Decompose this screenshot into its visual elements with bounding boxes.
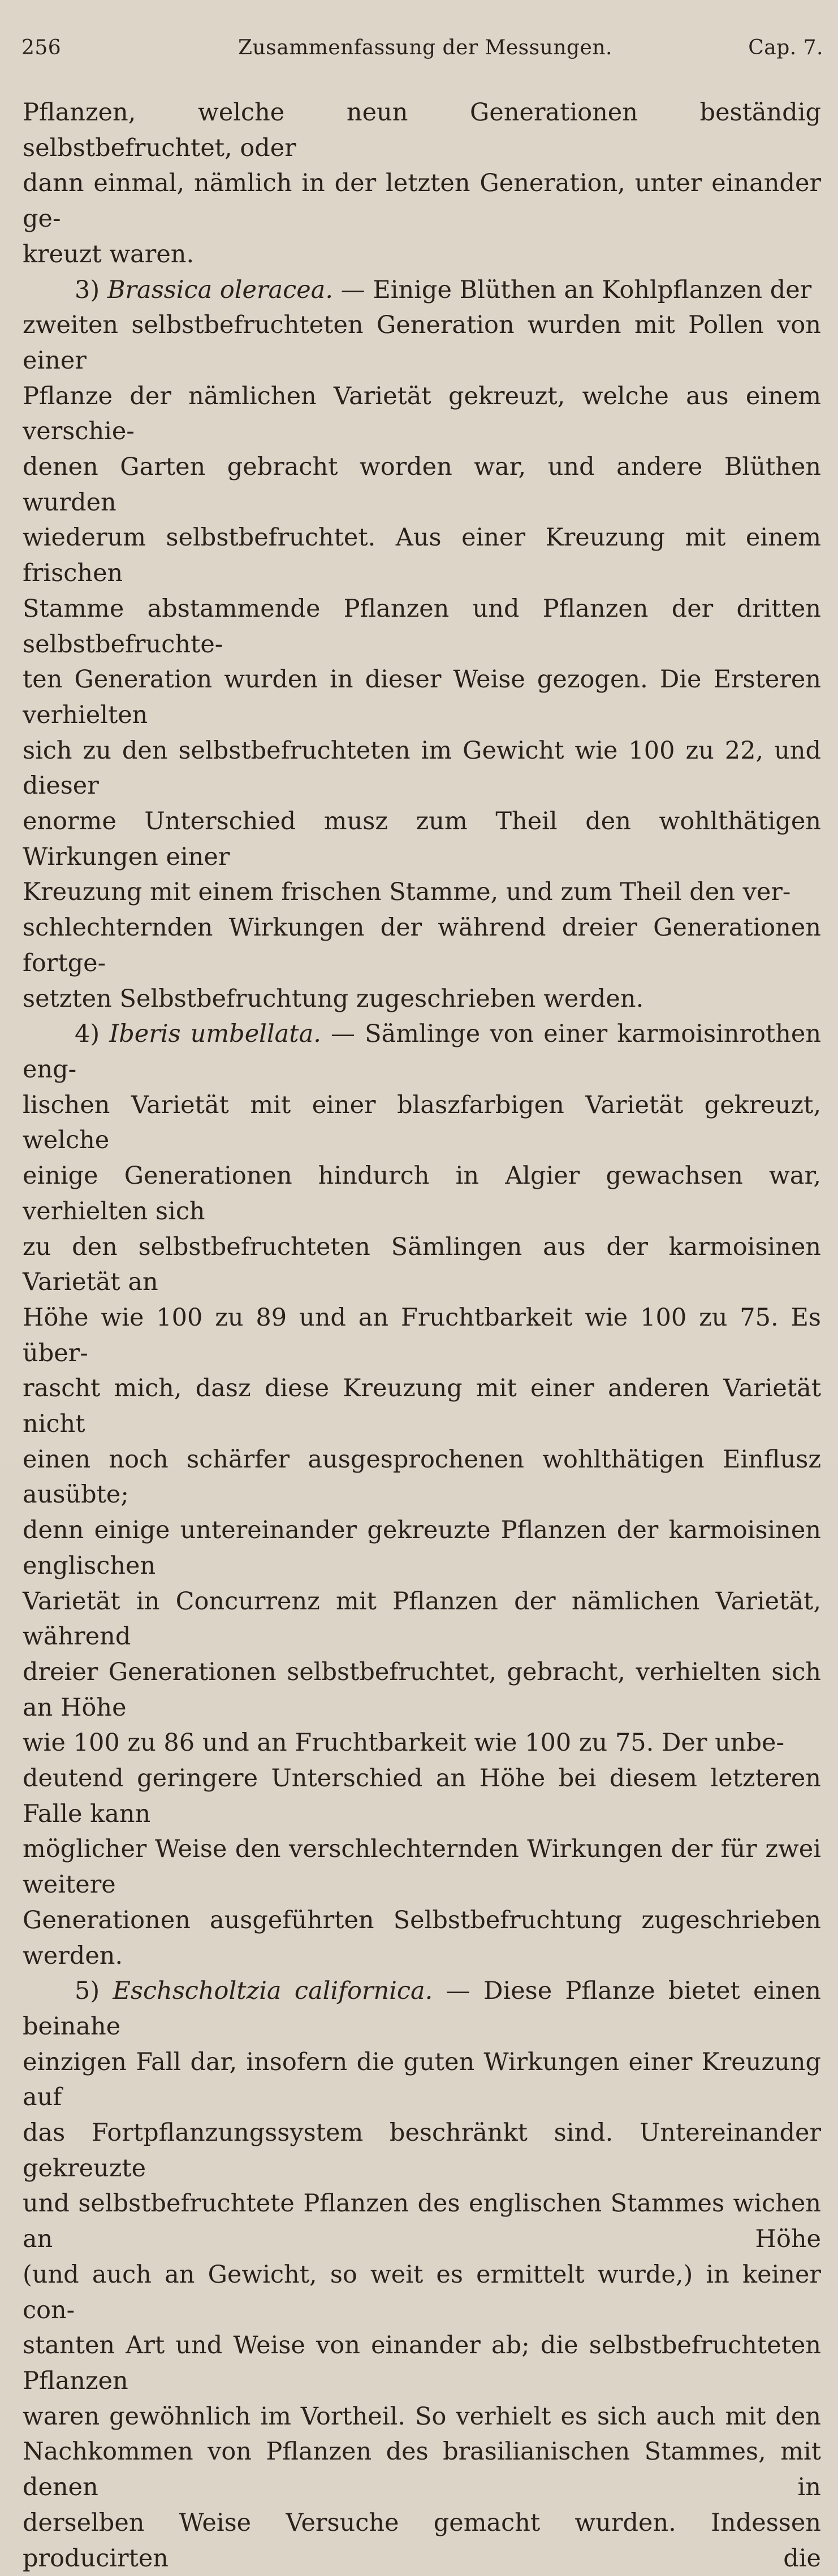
text-line: und selbstbefruchtete Pflanzen des englischen Stammes wichen an Höhe	[23, 2189, 821, 2254]
text-line: Pflanze der nämlichen Varietät gekreuzt, welche aus einem verschie-	[23, 382, 821, 446]
text-line: dann einmal, nämlich in der letzten Generation, unter einander ge-	[23, 169, 821, 233]
text-line: dreier Generationen selbstbefruchtet, gebracht, verhielten sich an Höhe	[23, 1657, 821, 1722]
text-line: ten Generation wurden in dieser Weise gezogen. Die Ersteren verhielten	[23, 665, 821, 729]
text-line: rascht mich, dasz diese Kreuzung mit einer anderen Varietät nicht	[23, 1374, 821, 1439]
text-line: sich zu den selbstbefruchteten im Gewicht wie 100 zu 22, und dieser	[23, 736, 821, 800]
text-line: deutend geringere Unterschied an Höhe bei diesem letzteren Falle kann	[23, 1764, 821, 1828]
body-text	[23, 95, 821, 2576]
text-line: denn einige untereinander gekreuzte Pflanzen der karmoisinen englischen	[23, 1516, 821, 1580]
paragraph-continuation	[23, 95, 821, 272]
text-line: einige Generationen hindurch in Algier gewachsen war, verhielten sich	[23, 1162, 821, 1226]
text-line: denen Garten gebracht worden war, und andere Blüthen wurden	[23, 453, 821, 517]
species-name: Brassica oleracea.	[107, 275, 333, 304]
chapter-label: Cap. 7.	[748, 36, 823, 59]
text-line: Generationen ausgeführten Selbstbefruchtung zugeschrieben werden.	[23, 1906, 821, 1970]
page-header	[21, 36, 829, 68]
text-line: Nachkommen von Pflanzen des brasilianischen Stammes, mit denen in	[23, 2438, 821, 2502]
paragraph-eschscholtzia	[23, 1973, 821, 2576]
species-name: Eschscholtzia californica.	[113, 1977, 433, 2006]
text-line: — Diese Pflanze bietet einen beinahe	[23, 1977, 821, 2041]
text-line: — Sämlinge von einer karmoisinrothen eng-	[23, 1020, 822, 1084]
item-number: 4)	[75, 1020, 100, 1049]
running-title: Zusammenfassung der Messungen.	[238, 36, 612, 59]
paragraph-iberis	[23, 1016, 821, 1973]
text-line: möglicher Weise den verschlechternden Wirkungen der für zwei weitere	[23, 1835, 821, 1899]
text-line: waren gewöhnlich im Vortheil. So verhielt es sich auch mit den	[23, 2402, 821, 2431]
text-line: stanten Art und Weise von einander ab; die selbstbefruchteten Pflanzen	[23, 2331, 821, 2395]
text-line: wiederum selbstbefruchtet. Aus einer Kreuzung mit einem frischen	[23, 523, 821, 588]
text-line: kreuzt waren.	[23, 240, 195, 269]
text-line: Pflanzen, welche neun Generationen beständig selbstbefruchtet, oder	[23, 98, 821, 162]
text-line: — Einige Blüthen an Kohlpflanzen der	[333, 275, 812, 304]
text-line: schlechternden Wirkungen der während dreier Generationen fortge-	[23, 913, 821, 977]
text-line: einen noch schärfer ausgesprochenen wohlthätigen Einflusz ausübte;	[23, 1445, 821, 1509]
text-line: setzten Selbstbefruchtung zugeschrieben werden.	[23, 984, 644, 1013]
text-line: derselben Weise Versuche gemacht wurden. Indessen producirten die	[23, 2508, 821, 2573]
text-line: enorme Unterschied musz zum Theil den wohlthätigen Wirkungen einer	[23, 807, 821, 871]
item-number: 5)	[75, 1977, 100, 2006]
text-line: zweiten selbstbefruchteten Generation wurden mit Pollen von einer	[23, 311, 821, 375]
text-line: einzigen Fall dar, insofern die guten Wirkungen einer Kreuzung auf	[23, 2047, 821, 2112]
text-line: zu den selbstbefruchteten Sämlingen aus der karmoisinen Varietät an	[23, 1232, 821, 1297]
text-line: Höhe wie 100 zu 89 und an Fruchtbarkeit wie 100 zu 75. Es über-	[23, 1303, 821, 1367]
species-name: Iberis umbellata.	[109, 1020, 321, 1049]
text-line: lischen Varietät mit einer blaszfarbigen Varietät gekreuzt, welche	[23, 1090, 821, 1155]
text-line: wie 100 zu 86 und an Fruchtbarkeit wie 100 zu 75. Der unbe-	[23, 1729, 784, 1757]
text-line: Kreuzung mit einem frischen Stamme, und zum Theil den ver-	[23, 878, 791, 907]
text-line: das Fortpflanzungssystem beschränkt sind. Untereinander gekreuzte	[23, 2119, 821, 2183]
page-number: 256	[21, 36, 62, 59]
paragraph-brassica	[23, 272, 821, 1017]
text-line: (und auch an Gewicht, so weit es ermittelt wurde,) in keiner con-	[23, 2260, 821, 2324]
text-line: Varietät in Concurrenz mit Pflanzen der nämlichen Varietät, während	[23, 1587, 821, 1651]
item-number: 3)	[75, 275, 100, 304]
text-line: Stamme abstammende Pflanzen und Pflanzen der dritten selbstbefruchte-	[23, 594, 821, 659]
